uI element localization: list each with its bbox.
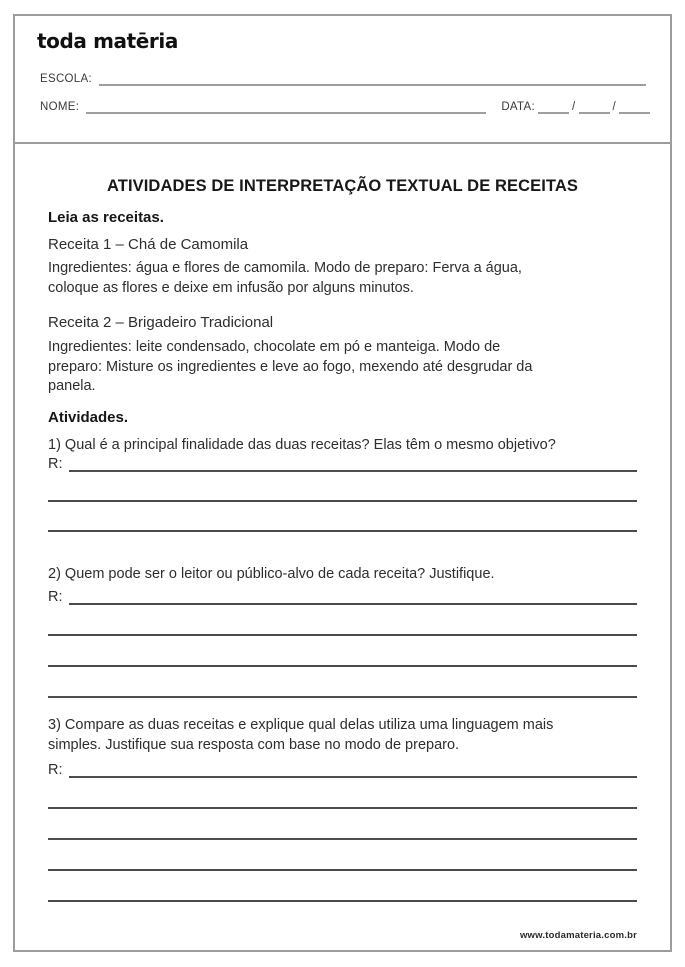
website-url: www.todamateria.com.br (519, 930, 637, 941)
question-1 (48, 435, 637, 532)
school-field-line[interactable] (99, 72, 646, 86)
recipe-2-text: Ingredientes: leite condensado, chocolate em pó e manteiga. Modo de preparo: Misture os ingredientes e leve ao fogo, mexendo até desgrudar da panela. (48, 339, 533, 394)
answer-line[interactable] (48, 809, 637, 840)
answer-line[interactable] (48, 605, 637, 636)
date-slash: / (612, 101, 616, 113)
answer-line[interactable] (48, 778, 637, 809)
toda-materia-logo: toda matēria (37, 29, 178, 53)
date-day-line[interactable] (538, 100, 569, 114)
question-1-answer-start (48, 455, 637, 472)
date-month-line[interactable] (579, 100, 610, 114)
recipe-1-text: Ingredientes: água e flores de camomila. Modo de preparo: Ferva a água, coloque as flores e deixe em infusão por alguns minutos. (48, 260, 522, 296)
answer-line[interactable] (69, 766, 638, 778)
question-2-answer-lines (48, 605, 637, 698)
recipe-1-heading: Receita 1 – Chá de Camomila (48, 236, 249, 253)
date-label: DATA: (501, 101, 535, 113)
answer-line[interactable] (48, 472, 637, 502)
answer-line[interactable] (48, 502, 637, 532)
date-slash: / (572, 101, 576, 113)
school-label: ESCOLA: (40, 73, 92, 85)
answer-line[interactable] (69, 460, 638, 472)
answer-prefix: R: (48, 762, 63, 778)
answer-line[interactable] (48, 871, 637, 902)
question-2-text: 2) Quem pode ser o leitor ou público-alvo de cada receita? Justifique. (48, 566, 495, 582)
answer-line[interactable] (48, 636, 637, 667)
recipe-2-heading: Receita 2 – Brigadeiro Tradicional (48, 314, 274, 331)
date-group (501, 100, 653, 114)
answer-line[interactable] (48, 667, 637, 698)
instruction-heading: Leia as receitas. (48, 209, 164, 226)
answer-prefix: R: (48, 456, 63, 472)
answer-prefix: R: (48, 589, 63, 605)
question-1-text: 1) Qual é a principal finalidade das duas receitas? Elas têm o mesmo objetivo? (48, 437, 556, 453)
question-2 (48, 564, 637, 698)
question-3-answer-lines (48, 778, 637, 902)
date-year-line[interactable] (619, 100, 650, 114)
name-label: NOME: (40, 101, 80, 113)
answer-line[interactable] (48, 840, 637, 871)
name-date-row (40, 100, 653, 114)
name-field-line[interactable] (86, 100, 486, 114)
question-3-answer-start (48, 755, 637, 778)
worksheet-title: ATIVIDADES DE INTERPRETAÇÃO TEXTUAL DE RECEITAS (106, 177, 578, 195)
question-3-text: 3) Compare as duas receitas e explique qual delas utiliza uma linguagem mais simples. Justifique sua resposta com base no modo de preparo. (48, 717, 554, 753)
activities-heading: Atividades. (48, 409, 129, 426)
answer-line[interactable] (69, 593, 638, 605)
question-2-answer-start (48, 584, 637, 605)
question-1-answer-lines (48, 472, 637, 532)
school-row (40, 72, 646, 86)
header-divider (13, 142, 672, 144)
question-3 (48, 715, 637, 902)
